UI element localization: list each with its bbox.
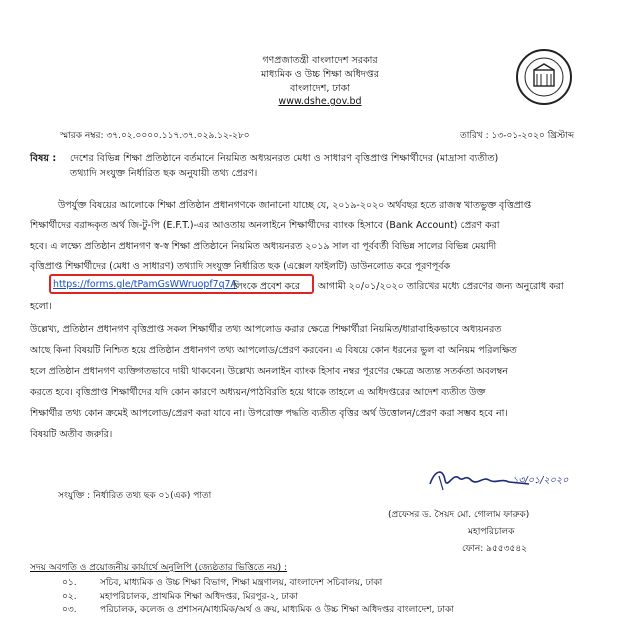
distribution-item: মহাপরিচালক, প্রাথমিক শিক্ষা অধিদপ্তর, মিরপুর-২, ঢাকা bbox=[100, 592, 298, 602]
signatory-title: মহাপরিচালক bbox=[468, 527, 515, 537]
para2-line: শিক্ষার্থীর তথ্য কোন ক্রমেই আপলোড/প্রেরণ করা যাবে না। উপরোক্ত পদ্ধতি ব্যতীত বৃত্তির অর্থ উত্তোলন/প্রেরণ করা সম্ভব হবে না। bbox=[30, 408, 508, 419]
para2-line: আছে কিনা বিষয়টি নিশ্চিত হয়ে প্রতিষ্ঠান প্রধানগণ তথ্য আপলোড/প্রেরণ করবেন। এ বিষয়ে কোন ধরনের ভুল বা অনিয়ম পরিলক্ষিত bbox=[30, 345, 517, 356]
para1-line: উপর্যুক্ত বিষয়ের আলোকে শিক্ষা প্রতিষ্ঠান প্রধানগণকে জানানো যাচ্ছে যে, ২০১৯-২০২০ অর্থবছর হতে রাজস্ব খাতভুক্ত বৃত্তিপ্রাপ্ত bbox=[58, 200, 532, 211]
para1-line: শিক্ষার্থীদের বরাদ্দকৃত অর্থ জি-টু-পি (E.F.T.)-এর আওতায় অনলাইনে শিক্ষার্থীদের ব্যাংক হিসাবে (Bank Account) প্রেরণ করা bbox=[30, 220, 500, 231]
distribution-heading: সদয় অবগতি ও প্রয়োজনীয় কার্যার্থে অনুলিপি (জ্যেষ্ঠতার ভিত্তিতে নয়) : bbox=[30, 563, 288, 573]
subject-line-2: তথ্যাদি সংযুক্ত নির্ধারিত ছক অনুযায়ী তথ্য প্রেরণ। bbox=[70, 168, 258, 179]
memo-number: স্মারক নম্বর: ৩৭.০২.০০০০.১১৭.৩৭.০২৯.১২-২৮০ bbox=[60, 131, 250, 141]
phone-number: ফোন: ৯৫৫৩৫৪২ bbox=[462, 544, 528, 554]
signatory-name: (প্রফেসর ড. সৈয়দ মো. গোলাম ফারুক) bbox=[388, 510, 530, 520]
distribution-num: ০২. bbox=[62, 592, 77, 602]
distribution-num: ০৩. bbox=[62, 605, 77, 615]
memo-date: তারিখ : ১৩-০১-২০২০ খ্রিস্টাব্দ bbox=[460, 131, 575, 141]
distribution-item: সচিব, মাধ্যমিক ও উচ্চ শিক্ষা বিভাগ, শিক্ষা মন্ত্রণালয়, বাংলাদেশ সচিবালয়, ঢাকা bbox=[100, 578, 383, 588]
para2-line: হলে প্রতিষ্ঠান প্রধানগণ ব্যক্তিগতভাবে দায়ী থাকবেন। উল্লেখ্য অনলাইন ব্যাংক হিসাব নম্বর পূরণের ক্ষেত্রে অত্যন্ত সতর্কতা অবলম্বন bbox=[30, 366, 508, 377]
para2-line: বিষয়টি অতীব জরুরি। bbox=[30, 429, 113, 440]
para2-line: উল্লেখ্য, প্রতিষ্ঠান প্রধানগণ বৃত্তিপ্রাপ্ত সকল শিক্ষার্থীর তথ্য আপলোড করার ক্ষেত্রে শিক্ষার্থীরা নিয়মিত/ধারাবাহিকভাবে অধ্যয়নরত bbox=[30, 324, 502, 335]
attachment-note-text: সংযুক্তি : নির্ধারিত তথ্য ছক ০১(এক) পাতা bbox=[58, 491, 212, 501]
google-form-link[interactable]: https://forms.gle/tPamGsWWruopf7q7A bbox=[53, 279, 237, 290]
para1-link-suffix: লিংকে প্রবেশ করে bbox=[233, 281, 301, 292]
para1-line: বৃত্তিপ্রাপ্ত শিক্ষার্থীদের (মেধা ও সাধারণ) তথ্যাদি সংযুক্ত নির্ধারিত ছক (এক্সেল ফাইলটি) ডাউনলোড করে পূরণপূর্বক bbox=[30, 261, 451, 272]
para2-line: করতে হবে। বৃত্তিপ্রাপ্ত শিক্ষার্থীদের যদি কোন কারণে অধ্যয়ন/পাঠবিরতি হয়ে থাকে তাহলে এ অধিদপ্তরের আদেশ ব্যতীত উক্ত bbox=[30, 387, 486, 398]
para1-line: হলো। bbox=[30, 301, 52, 312]
website-link[interactable]: www.dshe.gov.bd bbox=[278, 96, 362, 107]
location-title: বাংলাদেশ, ঢাকা bbox=[290, 83, 350, 94]
dshe-seal-logo bbox=[515, 48, 573, 106]
subject-line-1: দেশের বিভিন্ন শিক্ষা প্রতিষ্ঠানে বর্তমানে নিয়মিত অধ্যয়নরত মেধা ও সাধারণ বৃত্তিপ্রাপ্ত শিক্ষার্থীদের (মাদ্রাসা ব্যতীত) bbox=[70, 153, 499, 164]
para1-line: হবে। এ লক্ষ্যে প্রতিষ্ঠান প্রধানগণ স্ব-স্ব শিক্ষা প্রতিষ্ঠানে নিয়মিত অধ্যয়নরত ২০১৯ সাল বা পূর্ববর্তী বিভিন্ন সালের বিভিন্ন মেয়াদী bbox=[30, 241, 497, 252]
directorate-title: মাধ্যমিক ও উচ্চ শিক্ষা অধিদপ্তর bbox=[261, 69, 379, 80]
signature-date: ১৩/০১/২০২০ bbox=[512, 475, 569, 486]
subject-label: বিষয় : bbox=[30, 153, 57, 164]
distribution-item: পরিচালক, কলেজ ও প্রশাসন/মাধ্যমিক/অর্থ ও ক্রয়, মাধ্যমিক ও উচ্চ শিক্ষা অধিদপ্তর বাংলাদেশ, ঢাকা bbox=[100, 605, 454, 615]
govt-title: গণপ্রজাতন্ত্রী বাংলাদেশ সরকার bbox=[262, 55, 378, 66]
para1-deadline: আগামী ২০/০১/২০২০ তারিখের মধ্যে প্রেরণের জন্য অনুরোধ করা bbox=[318, 281, 564, 292]
distribution-num: ০১. bbox=[62, 578, 77, 588]
